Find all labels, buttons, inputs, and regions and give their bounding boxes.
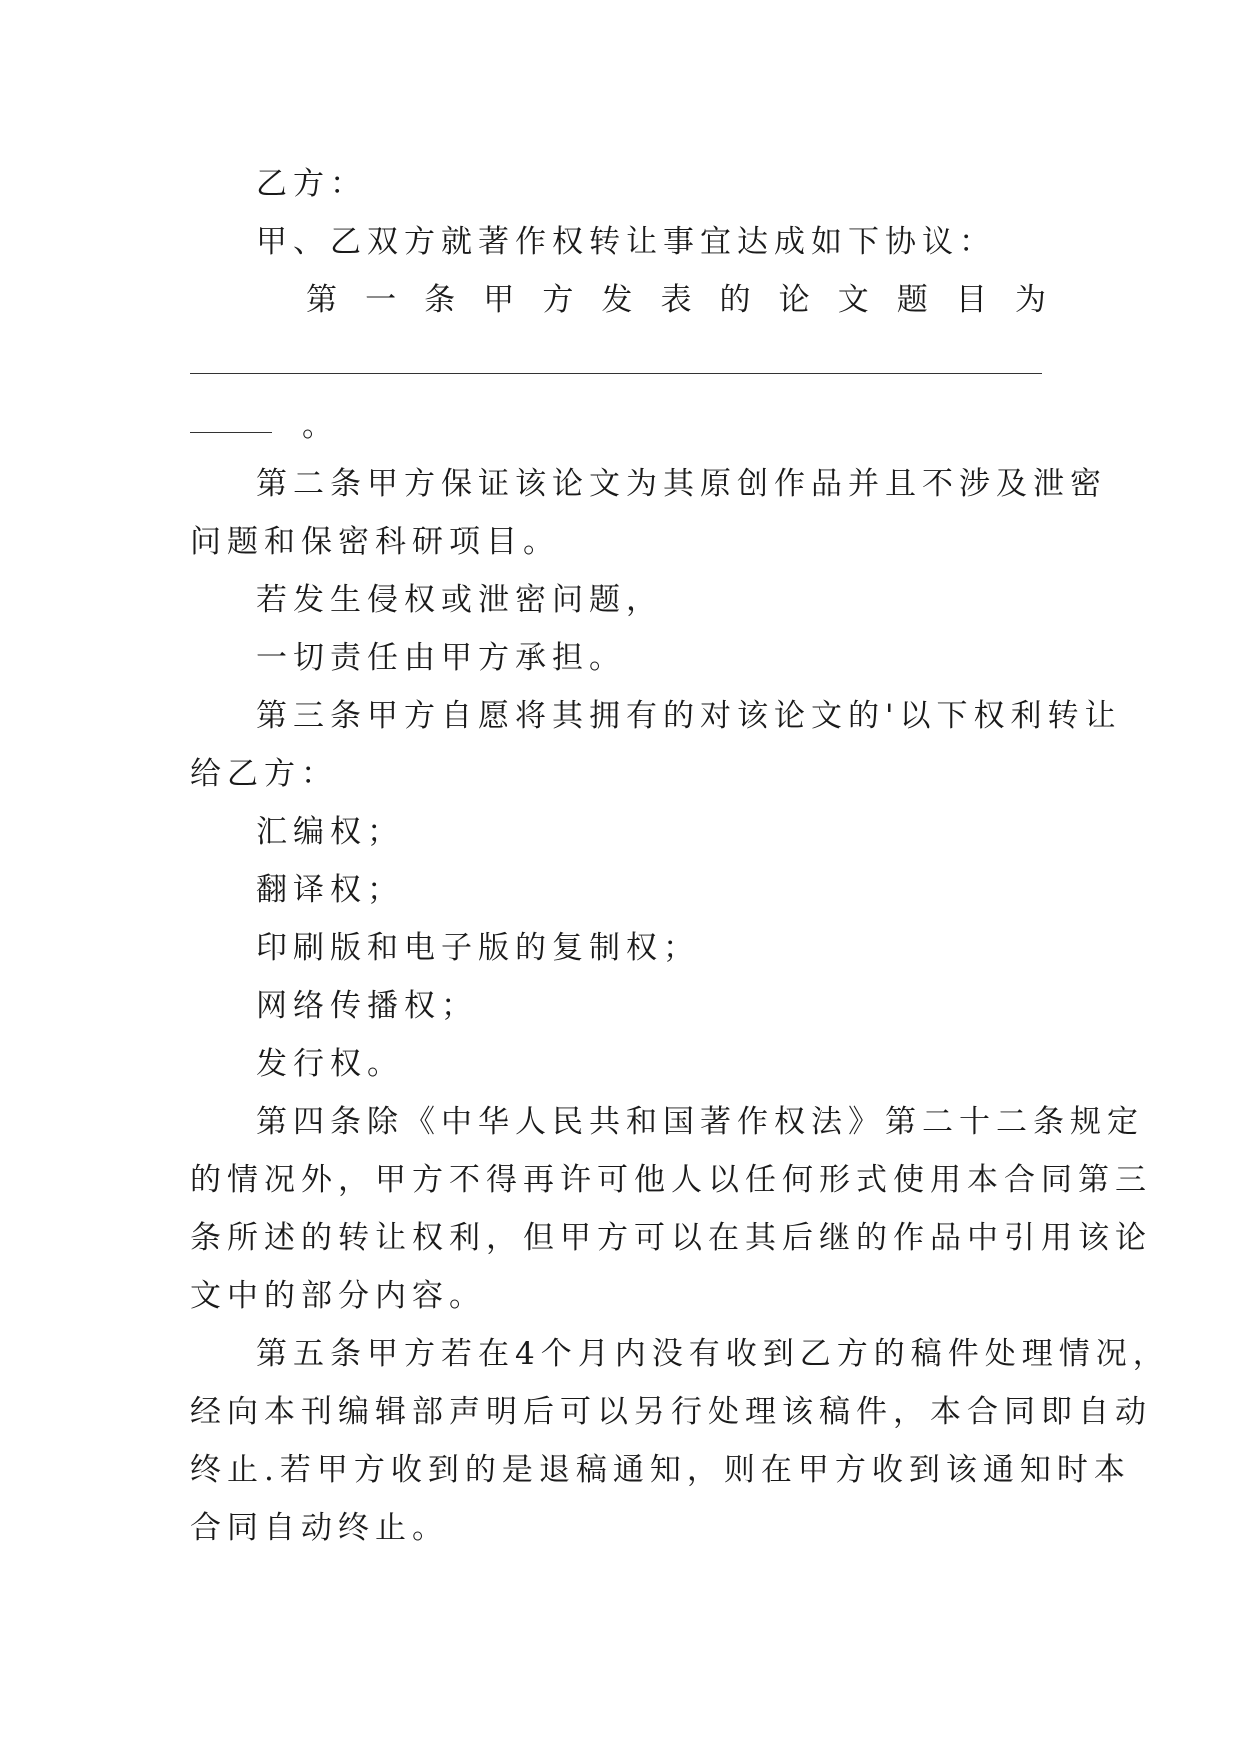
article-2-line: 第二条甲方保证该论文为其原创作品并且不涉及泄密	[256, 466, 1107, 502]
right-item: 印刷版和电子版的复制权；	[256, 930, 700, 966]
article-4-line: 的情况外，甲方不得再许可他人以任何形式使用本合同第三	[190, 1162, 1152, 1198]
article-4-line: 条所述的转让权利，但甲方可以在其后继的作品中引用该论	[190, 1220, 1152, 1256]
article-1-char: 题	[896, 282, 934, 318]
article-1-char: 的	[719, 282, 757, 318]
article-1-char: 甲	[483, 282, 521, 318]
article-2-line: 一切责任由甲方承担。	[256, 640, 626, 676]
article-5-line: 经向本刊编辑部声明后可以另行处理该稿件，本合同即自动	[190, 1394, 1152, 1430]
article-4-line: 文中的部分内容。	[190, 1278, 486, 1314]
party-b-label: 乙方：	[256, 166, 367, 202]
article-1-char: 条	[424, 282, 462, 318]
title-blank-line	[190, 373, 1042, 374]
article-3-line: 给乙方：	[190, 756, 338, 792]
article-1-char: 目	[955, 282, 993, 318]
right-item: 网络传播权；	[256, 988, 478, 1024]
right-item: 翻译权；	[256, 872, 404, 908]
agreement-intro: 甲、乙双方就著作权转让事宜达成如下协议：	[256, 224, 996, 260]
article-5-line: 合同自动终止。	[190, 1510, 449, 1546]
article-2-line: 问题和保密科研项目。	[190, 524, 560, 560]
article-1-char: 方	[542, 282, 580, 318]
article-1-char: 一	[365, 282, 403, 318]
article-1-char: 表	[660, 282, 698, 318]
article-1-char: 论	[778, 282, 816, 318]
article-4-line: 第四条除《中华人民共和国著作权法》第二十二条规定	[256, 1104, 1144, 1140]
article-5-line: 第五条甲方若在4个月内没有收到乙方的稿件处理情况，	[256, 1336, 1170, 1372]
article-1-title-line	[306, 280, 1052, 320]
article-3-line: 第三条甲方自愿将其拥有的对该论文的'以下权利转让	[256, 698, 1122, 734]
right-item: 发行权。	[256, 1046, 404, 1082]
article-1-char: 文	[837, 282, 875, 318]
article-1-char: 发	[601, 282, 639, 318]
article-5-line: 终止.若甲方收到的是退稿通知，则在甲方收到该通知时本	[190, 1452, 1131, 1488]
right-item: 汇编权；	[256, 814, 404, 850]
title-blank-line-end	[190, 432, 272, 433]
article-1-period: 。	[302, 408, 339, 444]
article-2-line: 若发生侵权或泄密问题，	[256, 582, 663, 618]
article-1-char: 为	[1014, 282, 1052, 318]
article-1-char: 第	[306, 282, 343, 318]
